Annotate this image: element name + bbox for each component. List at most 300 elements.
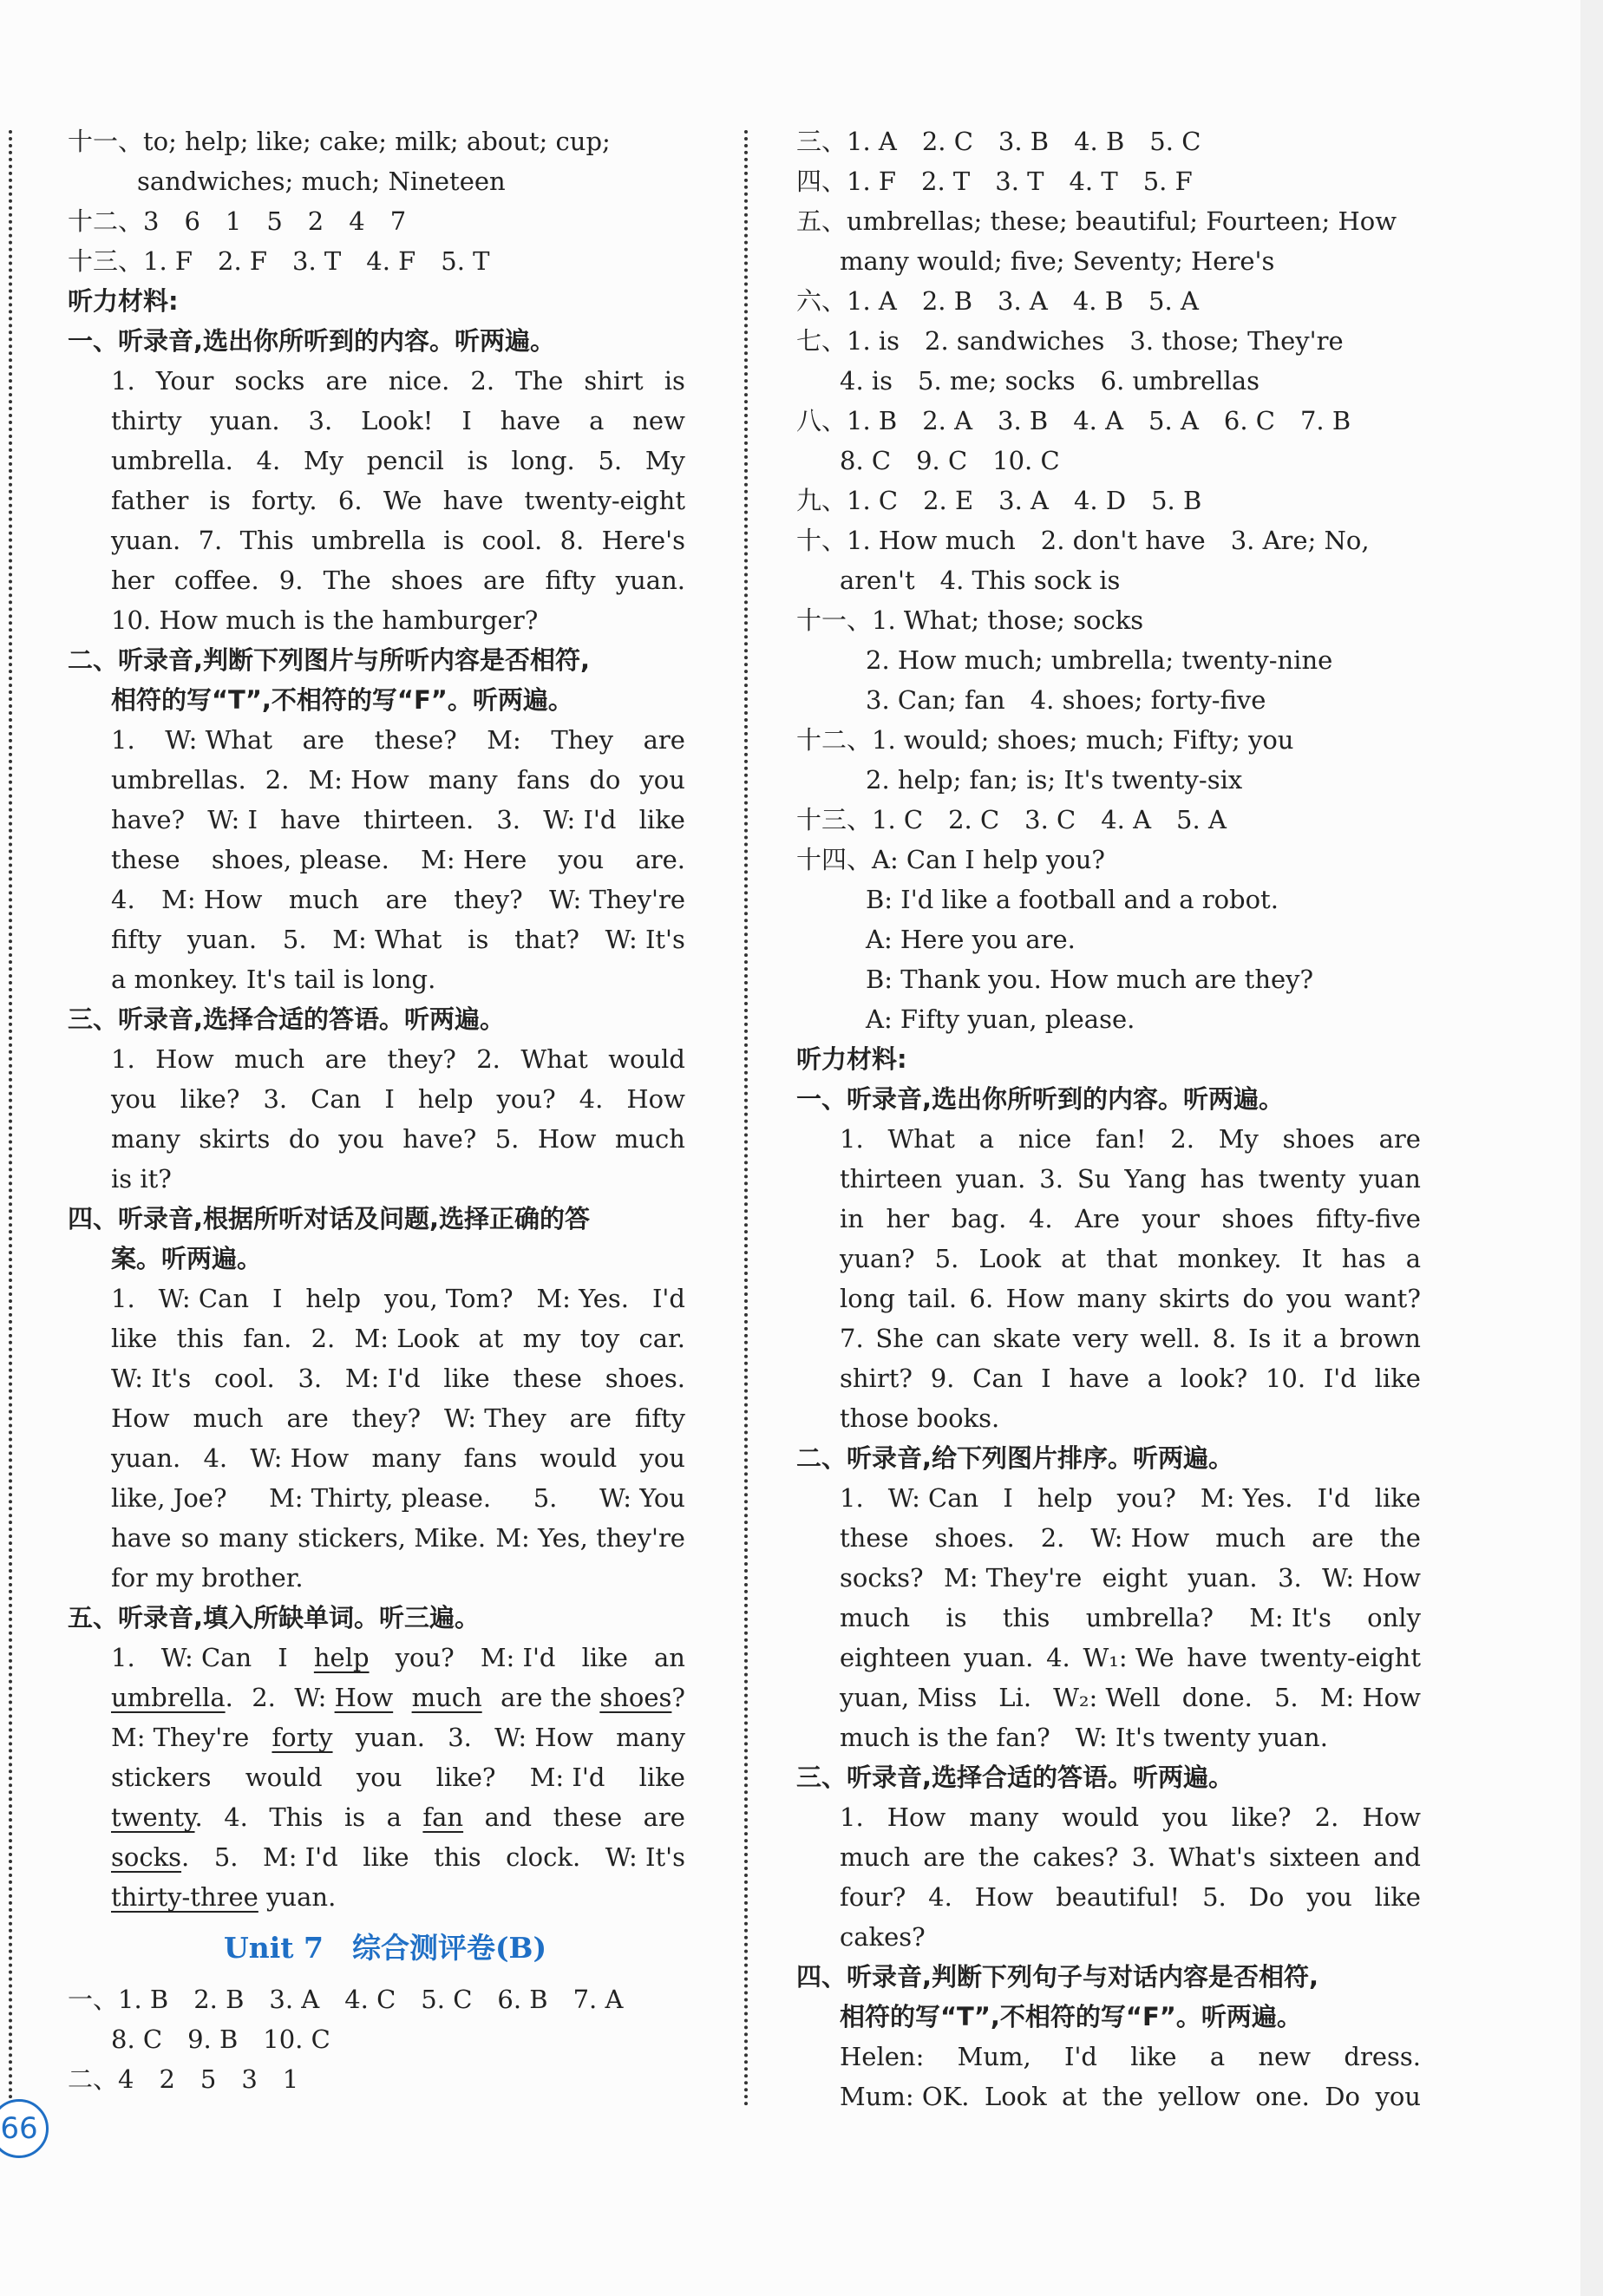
word: 10.: [1265, 1364, 1306, 1393]
word: umbrellas.: [111, 765, 246, 795]
word: new: [1258, 2042, 1312, 2071]
word: are: [302, 725, 344, 755]
word: long.: [511, 446, 575, 475]
word: The: [323, 566, 371, 595]
word: 3.: [1278, 1563, 1302, 1593]
word: they?: [351, 1403, 422, 1433]
word: brown: [1339, 1324, 1421, 1353]
text-line: [68, 1039, 685, 1079]
word: help: [417, 1084, 474, 1114]
word: shoes, please.: [211, 845, 389, 874]
word: like: [1374, 1364, 1421, 1393]
word: you: [111, 1084, 157, 1114]
word: 6.: [337, 486, 363, 515]
answer-3: 三、1. A 2. C 3. B 4. B 5. C: [796, 127, 1201, 156]
word: twenty-eight: [524, 486, 685, 515]
word: fifty-five: [1316, 1204, 1421, 1233]
word: my: [522, 1324, 561, 1353]
word: you: [1306, 1882, 1352, 1912]
text-line: [68, 1119, 685, 1159]
section-3-heading: 三、听录音,选择合适的答语。听两遍。: [68, 1004, 506, 1034]
text-line: [796, 1558, 1421, 1598]
word: would: [1062, 1802, 1140, 1832]
word: M: What: [332, 925, 442, 954]
word: W: They: [443, 1403, 546, 1433]
word: yuan: [1358, 1164, 1421, 1194]
word: has: [1200, 1164, 1245, 1194]
word: I'd: [1064, 2042, 1097, 2071]
section-4-text: [68, 1279, 685, 1558]
answer-12: 十二、3 6 1 5 2 4 7: [68, 206, 407, 236]
word: 8.: [1212, 1324, 1237, 1353]
blank-forty: forty: [272, 1723, 333, 1752]
section-4-heading-cont: 案。听两遍。: [111, 1244, 263, 1273]
text-line: [68, 1318, 685, 1358]
word: can: [935, 1324, 981, 1353]
word: these: [111, 845, 180, 874]
unit-answer-2: 二、4 2 5 3 1: [68, 2064, 299, 2094]
word: are: [483, 566, 526, 595]
section-3-last-line: cakes?: [840, 1922, 926, 1952]
word: M: Yes.: [1200, 1483, 1293, 1513]
section-2-heading: 二、听录音,判断下列图片与所听内容是否相符,: [68, 645, 591, 675]
word: Here's: [601, 526, 685, 555]
answer-14-line-2: B: I'd like a football and a robot.: [866, 885, 1279, 914]
section-4-text: [796, 2037, 1421, 2116]
section-5-line-1: 1. W: Can I help you? M: I'd like an: [68, 1638, 685, 1678]
word: yuan.: [615, 566, 685, 595]
word: 2.: [311, 1324, 336, 1353]
word: would: [540, 1443, 618, 1473]
word: 3.: [298, 1364, 323, 1393]
word: you: [639, 1443, 685, 1473]
word: M: Yes, they're: [495, 1523, 685, 1553]
word: are: [1378, 1124, 1421, 1154]
text-line: [68, 481, 685, 520]
word: the: [978, 1842, 1020, 1872]
word: are: [569, 1403, 612, 1433]
word: the: [1102, 2082, 1144, 2111]
word: fan!: [1096, 1124, 1147, 1154]
word: cool.: [214, 1364, 275, 1393]
word: help: [1037, 1483, 1093, 1513]
word: these: [840, 1523, 909, 1553]
word: How: [1362, 1802, 1421, 1832]
word: many: [371, 1443, 442, 1473]
answer-4: 四、1. F 2. T 3. T 4. T 5. F: [796, 167, 1193, 196]
word: skirts: [199, 1124, 271, 1154]
section-3-text: [796, 1797, 1421, 1917]
word: 1.: [111, 725, 135, 755]
text-line: [68, 1518, 685, 1558]
word: like: [1374, 1882, 1421, 1912]
word: 1.: [111, 366, 135, 396]
word: do: [288, 1124, 320, 1154]
word: much: [234, 1044, 305, 1074]
word: have: [1187, 1643, 1247, 1672]
page-number: 66: [0, 2099, 49, 2158]
word: 4.: [203, 1443, 228, 1473]
word: is: [209, 486, 231, 515]
word: Is: [1248, 1324, 1272, 1353]
word: shoes: [1282, 1124, 1355, 1154]
word: Mum: OK.: [840, 2082, 970, 2111]
word: We: [383, 486, 422, 515]
word: much: [840, 1603, 911, 1632]
word: W: How: [250, 1443, 350, 1473]
word: yuan.: [210, 406, 280, 435]
word: four?: [840, 1882, 906, 1912]
word: like, Joe?: [111, 1483, 227, 1513]
word: yuan?: [840, 1244, 915, 1273]
word: shoes: [1221, 1204, 1294, 1233]
answer-14-line-4: B: Thank you. How much are they?: [866, 965, 1314, 994]
word: done.: [1181, 1683, 1253, 1712]
section-2-heading-cont: 相符的写“T”,不相符的写“F”。听两遍。: [111, 685, 573, 715]
word: 3.: [1039, 1164, 1063, 1194]
word: W: What: [165, 725, 272, 755]
word: How: [537, 1124, 597, 1154]
answer-8-cont: 8. C 9. C 10. C: [840, 446, 1060, 475]
word: W: It's: [111, 1364, 192, 1393]
text-line: [796, 1638, 1421, 1678]
word: pencil: [366, 446, 444, 475]
word: eighteen: [840, 1643, 952, 1672]
word: How: [1005, 1284, 1065, 1313]
text-line: [796, 1478, 1421, 1518]
word: new: [632, 406, 685, 435]
word: 8.: [559, 526, 585, 555]
word: 5.: [1273, 1683, 1299, 1712]
word: 2.: [1314, 1802, 1339, 1832]
section-5-heading: 五、听录音,填入所缺单词。听三遍。: [68, 1603, 481, 1632]
section-4-heading-cont: 相符的写“T”,不相符的写“F”。听两遍。: [840, 2002, 1302, 2031]
answer-9: 九、1. C 2. E 3. A 4. D 5. B: [796, 486, 1202, 515]
blank-help: help: [313, 1643, 370, 1672]
word: a: [1209, 2042, 1226, 2071]
word: yuan.: [964, 1643, 1034, 1672]
word: are: [1312, 1523, 1354, 1553]
word: fans: [463, 1443, 518, 1473]
word: is: [664, 366, 685, 396]
word: much: [840, 1842, 911, 1872]
word: they?: [387, 1044, 456, 1074]
word: are: [385, 885, 428, 914]
word: one.: [1255, 2082, 1310, 2111]
word: it: [1283, 1324, 1301, 1353]
answer-14-line-5: A: Fifty yuan, please.: [866, 1004, 1135, 1034]
text-line: [68, 800, 685, 840]
answer-12: 十二、1. would; shoes; much; Fifty; you: [796, 725, 1294, 755]
word: 3.: [308, 406, 333, 435]
word: like: [1374, 1483, 1421, 1513]
word: 6.: [969, 1284, 994, 1313]
word: 3.: [1131, 1842, 1156, 1872]
text-line: [796, 2077, 1421, 2116]
section-2-heading: 二、听录音,给下列图片排序。听两遍。: [796, 1443, 1234, 1473]
word: at: [478, 1324, 504, 1353]
word: is: [467, 446, 488, 475]
text-line: [68, 1279, 685, 1318]
unit-answer-1-cont: 8. C 9. B 10. C: [111, 2025, 330, 2054]
word: Can: [972, 1364, 1024, 1393]
word: W: How: [1090, 1523, 1190, 1553]
section-2-text: [796, 1478, 1421, 1717]
word: umbrella?: [1085, 1603, 1214, 1632]
word: a: [1405, 1244, 1421, 1273]
section-5-line-5: twenty. 4. This is a fan and these are: [68, 1797, 685, 1837]
word: W₂: Well: [1053, 1683, 1161, 1712]
word: have: [1069, 1364, 1129, 1393]
answer-11: 十一、to; help; like; cake; milk; about; cup;: [68, 127, 611, 156]
word: My: [644, 446, 685, 475]
word: her: [111, 566, 154, 595]
word: How: [974, 1882, 1034, 1912]
section-1-last-line: those books.: [840, 1403, 1000, 1433]
word: yuan.: [956, 1164, 1026, 1194]
blank-shoes: shoes: [599, 1683, 672, 1712]
word: monkey.: [1177, 1244, 1282, 1273]
word: shoes.: [934, 1523, 1015, 1553]
word: coffee.: [173, 566, 259, 595]
answer-11-cont-b: 3. Can; fan 4. shoes; forty-five: [866, 685, 1266, 715]
word: How: [155, 1044, 214, 1074]
section-5-line-2: umbrella. 2. W: How much are the shoes?: [68, 1678, 685, 1717]
word: Do: [1248, 1882, 1285, 1912]
word: fifty: [111, 925, 162, 954]
word: are: [325, 366, 368, 396]
word: like: [638, 805, 685, 834]
word: are: [643, 725, 685, 755]
blank-thirty-three: thirty-three: [111, 1882, 258, 1912]
text-line: [796, 1279, 1421, 1318]
word: What's: [1168, 1842, 1256, 1872]
word: well.: [1140, 1324, 1201, 1353]
word: you: [1375, 2082, 1421, 2111]
text-line: [68, 880, 685, 919]
word: W: They're: [549, 885, 685, 914]
answer-14: 十四、A: Can I help you?: [796, 845, 1105, 874]
text-line: [796, 1837, 1421, 1877]
word: 9.: [278, 566, 304, 595]
text-line: [796, 1598, 1421, 1638]
word: dress.: [1344, 2042, 1421, 2071]
word: 1.: [111, 1284, 135, 1313]
word: 1.: [111, 1044, 135, 1074]
answer-7-cont: 4. is 5. me; socks 6. umbrellas: [840, 366, 1260, 396]
word: 5.: [934, 1244, 959, 1273]
word: is: [443, 526, 465, 555]
center-dotted-divider: [744, 130, 748, 2108]
word: your: [1142, 1204, 1200, 1233]
word: Yang: [1124, 1164, 1187, 1194]
section-5-line-7: thirty-three yuan.: [111, 1882, 337, 1912]
word: They: [551, 725, 613, 755]
word: much: [193, 1403, 264, 1433]
word: is: [945, 1603, 967, 1632]
word: 5.: [598, 446, 623, 475]
answer-11-cont: sandwiches; much; Nineteen: [137, 167, 506, 196]
word: nice: [1017, 1124, 1072, 1154]
word: fifty: [545, 566, 596, 595]
word: 5.: [494, 1124, 520, 1154]
word: sixteen: [1269, 1842, 1361, 1872]
word: 1.: [840, 1124, 864, 1154]
section-3-heading: 三、听录音,选择合适的答语。听两遍。: [796, 1763, 1234, 1792]
word: 3.: [263, 1084, 288, 1114]
word: many: [969, 1802, 1039, 1832]
word: many: [219, 1523, 289, 1553]
word: Helen:: [840, 2042, 925, 2071]
word: yuan.: [1188, 1563, 1258, 1593]
word: have?: [402, 1124, 477, 1154]
word: shoes.: [605, 1364, 685, 1393]
word: at: [1062, 2082, 1088, 2111]
text-line: [68, 1358, 685, 1398]
section-1-heading: 一、听录音,选出你所听到的内容。听两遍。: [68, 326, 556, 356]
word: 4.: [579, 1084, 604, 1114]
word: 2.: [1170, 1124, 1194, 1154]
word: twenty-eight: [1260, 1643, 1421, 1672]
word: long: [840, 1284, 895, 1313]
section-4-heading: 四、听录音,判断下列句子与对话内容是否相符,: [796, 1962, 1319, 1992]
word: 9.: [930, 1364, 955, 1393]
word: that: [1106, 1244, 1158, 1273]
word: The: [515, 366, 564, 396]
word: I: [272, 1284, 283, 1313]
word: car.: [638, 1324, 685, 1353]
text-line: [796, 1159, 1421, 1199]
answer-11: 十一、1. What; those; socks: [796, 605, 1144, 635]
word: umbrella.: [111, 446, 233, 475]
text-line: [68, 840, 685, 880]
word: fifty: [634, 1403, 685, 1433]
section-4-heading: 四、听录音,根据所听对话及问题,选择正确的答: [68, 1204, 591, 1233]
word: W₁: We: [1083, 1643, 1174, 1672]
word: much: [288, 885, 359, 914]
word: M: Look: [354, 1324, 460, 1353]
blank-socks: socks: [111, 1842, 182, 1872]
word: many: [111, 1124, 180, 1154]
word: a: [978, 1124, 995, 1154]
word: yellow: [1158, 2082, 1240, 2111]
word: 1.: [840, 1483, 864, 1513]
word: 1.: [840, 1802, 864, 1832]
word: this: [1002, 1603, 1050, 1632]
text-line: [68, 401, 685, 441]
text-line: [796, 1358, 1421, 1398]
blank-fan: fan: [422, 1802, 464, 1832]
word: W: It's: [605, 925, 685, 954]
section-5-line-4: stickers would you like? M: I'd like: [111, 1763, 685, 1792]
word: 2.: [265, 765, 290, 795]
word: skirts: [1158, 1284, 1231, 1313]
word: are: [286, 1403, 329, 1433]
word: forty.: [252, 486, 317, 515]
word: M:: [487, 725, 521, 755]
word: cakes?: [1032, 1842, 1119, 1872]
text-line: [68, 1438, 685, 1478]
section-5-line-3: M: They're forty yuan. 3. W: How many: [68, 1717, 685, 1757]
answer-13: 十三、1. F 2. F 3. T 4. F 5. T: [68, 246, 490, 276]
answer-5-cont: many would; five; Seventy; Here's: [840, 246, 1275, 276]
word: would: [608, 1044, 685, 1074]
text-line: [796, 1318, 1421, 1358]
answer-6: 六、1. A 2. B 3. A 4. B 5. A: [796, 286, 1199, 316]
answer-10: 十、1. How much 2. don't have 3. Are; No,: [796, 526, 1370, 555]
left-column: [68, 121, 685, 2099]
word: M: It's: [1249, 1603, 1331, 1632]
answer-7: 七、1. is 2. sandwiches 3. those; They're: [796, 326, 1344, 356]
word: like: [1130, 2042, 1177, 2071]
word: My: [303, 446, 344, 475]
word: a: [589, 406, 605, 435]
word: has: [1341, 1244, 1386, 1273]
section-1-text: [796, 1119, 1421, 1398]
word: Can: [311, 1084, 362, 1114]
word: tail.: [907, 1284, 958, 1313]
word: do: [1242, 1284, 1274, 1313]
word: yuan.: [111, 526, 181, 555]
word: How: [887, 1802, 946, 1832]
section-2-last-line: a monkey. It's tail is long.: [111, 965, 436, 994]
word: M: How: [161, 885, 263, 914]
word: Do: [1325, 2082, 1360, 2111]
word: want?: [1344, 1284, 1421, 1313]
word: 4.: [111, 885, 135, 914]
listening-material-heading: 听力材料:: [68, 286, 179, 316]
word: M: How: [1319, 1683, 1421, 1712]
listening-material-heading: 听力材料:: [796, 1044, 907, 1074]
word: father: [111, 486, 189, 515]
word: and: [1373, 1842, 1421, 1872]
word: socks?: [840, 1563, 924, 1593]
word: look?: [1180, 1364, 1248, 1393]
word: I'd: [1317, 1483, 1351, 1513]
word: M: They're: [944, 1563, 1083, 1593]
word: many: [428, 765, 498, 795]
word: you, Tom?: [383, 1284, 514, 1313]
text-line: [796, 1119, 1421, 1159]
text-line: [68, 760, 685, 800]
word: How: [626, 1084, 685, 1114]
word: you: [639, 765, 685, 795]
text-line: [68, 361, 685, 401]
word: I'd: [1323, 1364, 1357, 1393]
word: like: [111, 1324, 158, 1353]
word: shirt: [584, 366, 644, 396]
word: Look: [978, 1244, 1042, 1273]
word: My: [1218, 1124, 1259, 1154]
answer-11-cont-a: 2. How much; umbrella; twenty-nine: [866, 645, 1333, 675]
word: umbrella: [311, 526, 426, 555]
text-line: [796, 1199, 1421, 1239]
word: 7.: [840, 1324, 864, 1353]
word: very: [1072, 1324, 1129, 1353]
word: 5.: [533, 1483, 558, 1513]
section-2-text: [68, 720, 685, 959]
section-4-last-line: for my brother.: [111, 1563, 304, 1593]
word: Look!: [361, 406, 434, 435]
word: so: [180, 1523, 210, 1553]
word: these: [513, 1364, 582, 1393]
word: much: [1215, 1523, 1286, 1553]
word: cool.: [481, 526, 543, 555]
word: W: You: [599, 1483, 685, 1513]
section-1-last-line: 10. How much is the hamburger?: [111, 605, 539, 635]
word: you: [1286, 1284, 1332, 1313]
word: Su: [1076, 1164, 1111, 1194]
